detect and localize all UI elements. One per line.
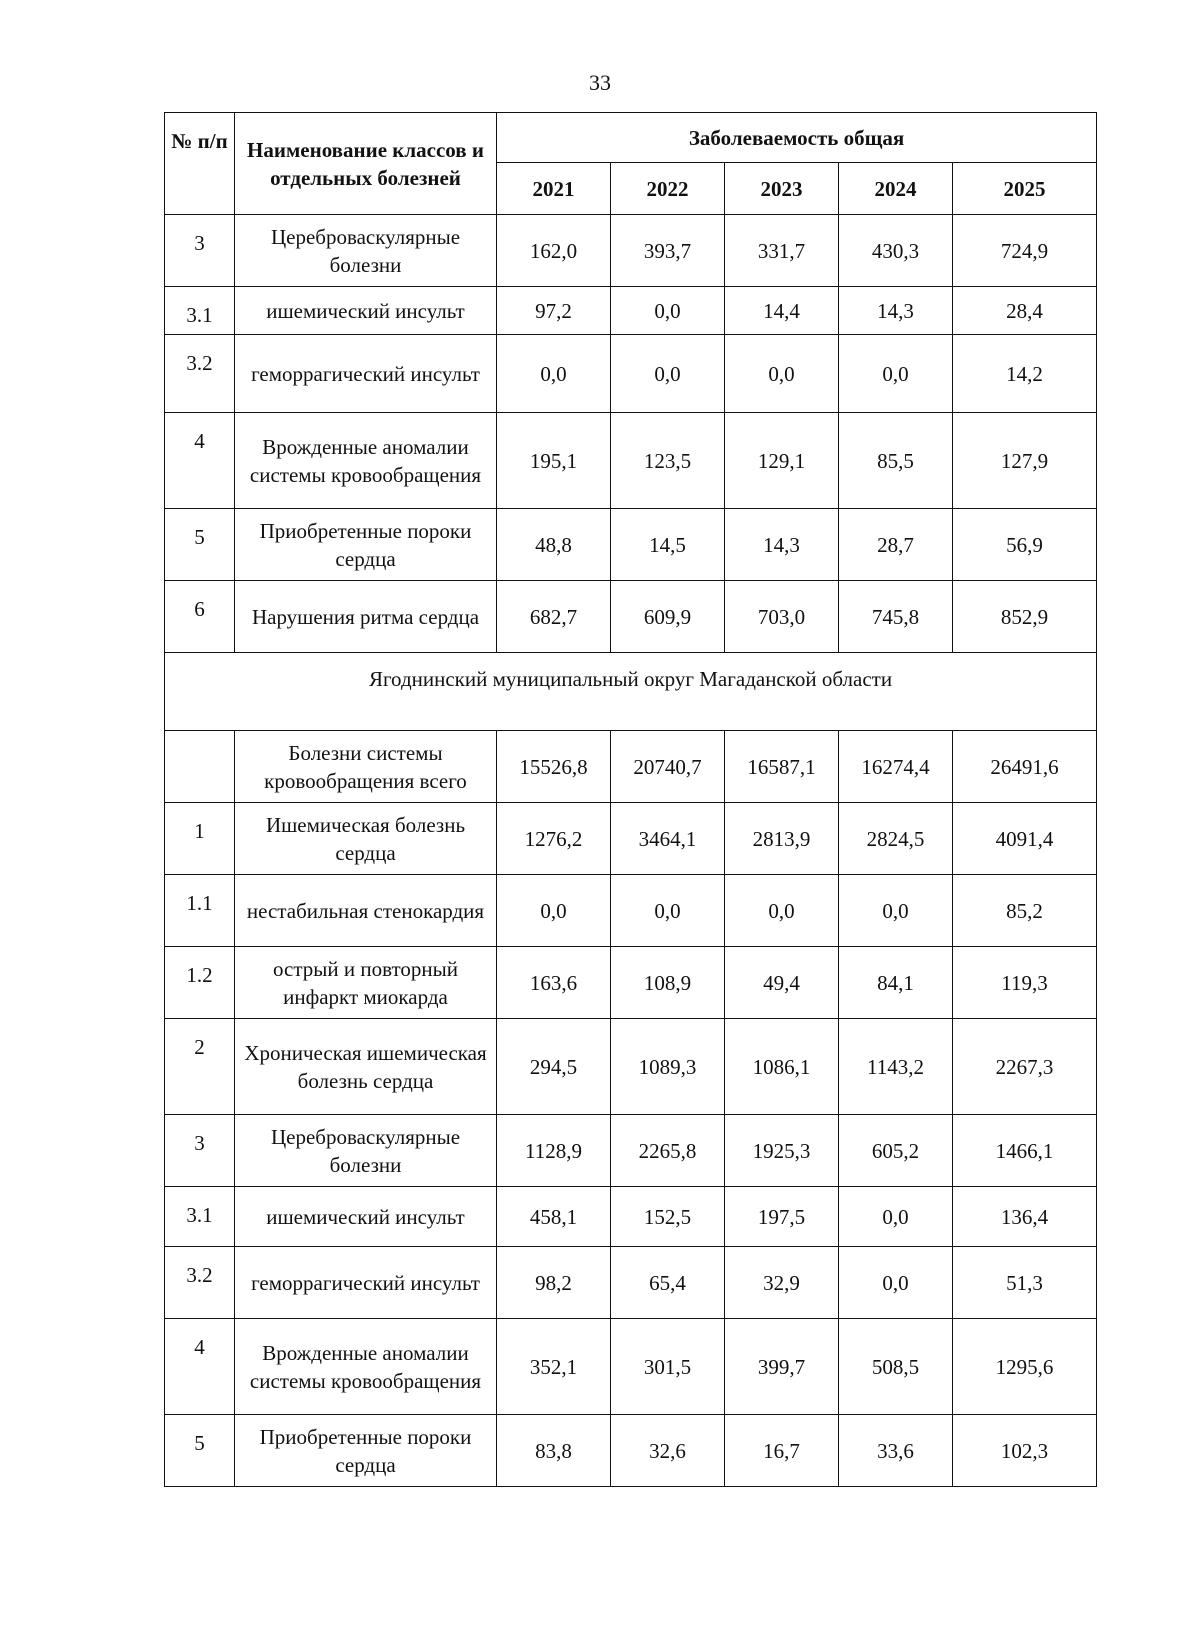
row-number: 3.1 <box>165 287 235 335</box>
value-cell: 0,0 <box>839 875 953 947</box>
value-cell: 16,7 <box>725 1415 839 1487</box>
value-cell: 28,7 <box>839 509 953 581</box>
table-row <box>165 287 1097 335</box>
value-cell: 724,9 <box>953 215 1097 287</box>
value-cell: 1925,3 <box>725 1115 839 1187</box>
table-row <box>165 731 1097 803</box>
row-number: 5 <box>165 509 235 581</box>
row-name: Хроническая ишемическая болезнь сердца <box>235 1019 497 1115</box>
table-body-top <box>165 215 1097 653</box>
value-cell: 119,3 <box>953 947 1097 1019</box>
row-name: нестабильная стенокардия <box>235 875 497 947</box>
section-row-group <box>165 653 1097 731</box>
value-cell: 16587,1 <box>725 731 839 803</box>
value-cell: 14,2 <box>953 335 1097 413</box>
value-cell: 32,6 <box>611 1415 725 1487</box>
row-name: Болезни системы кровообращения всего <box>235 731 497 803</box>
row-name: Приобретенные пороки сердца <box>235 509 497 581</box>
value-cell: 508,5 <box>839 1319 953 1415</box>
header-year: 2025 <box>953 163 1097 215</box>
row-name: ишемический инсульт <box>235 287 497 335</box>
value-cell: 56,9 <box>953 509 1097 581</box>
row-name: Цереброваскулярные болезни <box>235 215 497 287</box>
section-title: Ягоднинский муниципальный округ Магаданской области <box>165 653 1097 731</box>
table-row <box>165 1415 1097 1487</box>
row-name: Врожденные аномалии системы кровообращения <box>235 1319 497 1415</box>
row-name: геморрагический инсульт <box>235 1247 497 1319</box>
row-name: Приобретенные пороки сердца <box>235 1415 497 1487</box>
value-cell: 14,5 <box>611 509 725 581</box>
value-cell: 0,0 <box>497 335 611 413</box>
value-cell: 197,5 <box>725 1187 839 1247</box>
table-row <box>165 1115 1097 1187</box>
value-cell: 84,1 <box>839 947 953 1019</box>
value-cell: 14,3 <box>839 287 953 335</box>
header-name: Наименование классов и отдельных болезней <box>235 113 497 215</box>
value-cell: 2267,3 <box>953 1019 1097 1115</box>
value-cell: 15526,8 <box>497 731 611 803</box>
value-cell: 703,0 <box>725 581 839 653</box>
row-number: 3 <box>165 215 235 287</box>
table-row <box>165 413 1097 509</box>
header-num: № п/п <box>165 113 235 215</box>
row-name: Нарушения ритма сердца <box>235 581 497 653</box>
value-cell: 83,8 <box>497 1415 611 1487</box>
morbidity-table <box>164 112 1097 1487</box>
page-number: 33 <box>589 70 611 95</box>
row-number: 3.1 <box>165 1187 235 1247</box>
table-row <box>165 1187 1097 1247</box>
table-row <box>165 947 1097 1019</box>
value-cell: 129,1 <box>725 413 839 509</box>
table-row <box>165 1319 1097 1415</box>
value-cell: 0,0 <box>725 875 839 947</box>
value-cell: 195,1 <box>497 413 611 509</box>
value-cell: 3464,1 <box>611 803 725 875</box>
row-name: ишемический инсульт <box>235 1187 497 1247</box>
value-cell: 0,0 <box>611 287 725 335</box>
value-cell: 2265,8 <box>611 1115 725 1187</box>
value-cell: 102,3 <box>953 1415 1097 1487</box>
value-cell: 28,4 <box>953 287 1097 335</box>
table-row <box>165 803 1097 875</box>
value-cell: 0,0 <box>611 875 725 947</box>
value-cell: 20740,7 <box>611 731 725 803</box>
table-row <box>165 1247 1097 1319</box>
table-row <box>165 1019 1097 1115</box>
value-cell: 163,6 <box>497 947 611 1019</box>
value-cell: 0,0 <box>839 335 953 413</box>
value-cell: 136,4 <box>953 1187 1097 1247</box>
value-cell: 352,1 <box>497 1319 611 1415</box>
value-cell: 1086,1 <box>725 1019 839 1115</box>
value-cell: 294,5 <box>497 1019 611 1115</box>
value-cell: 745,8 <box>839 581 953 653</box>
value-cell: 26491,6 <box>953 731 1097 803</box>
row-number: 3.2 <box>165 335 235 413</box>
value-cell: 301,5 <box>611 1319 725 1415</box>
row-name: Цереброваскулярные болезни <box>235 1115 497 1187</box>
table-row <box>165 335 1097 413</box>
value-cell: 85,2 <box>953 875 1097 947</box>
value-cell: 32,9 <box>725 1247 839 1319</box>
value-cell: 393,7 <box>611 215 725 287</box>
value-cell: 14,3 <box>725 509 839 581</box>
value-cell: 430,3 <box>839 215 953 287</box>
value-cell: 2824,5 <box>839 803 953 875</box>
header-year: 2021 <box>497 163 611 215</box>
value-cell: 1089,3 <box>611 1019 725 1115</box>
row-number: 1.1 <box>165 875 235 947</box>
row-number: 5 <box>165 1415 235 1487</box>
table-row <box>165 509 1097 581</box>
value-cell: 16274,4 <box>839 731 953 803</box>
value-cell: 331,7 <box>725 215 839 287</box>
value-cell: 399,7 <box>725 1319 839 1415</box>
row-number: 4 <box>165 1319 235 1415</box>
row-name: Врожденные аномалии системы кровообращения <box>235 413 497 509</box>
value-cell: 98,2 <box>497 1247 611 1319</box>
value-cell: 1276,2 <box>497 803 611 875</box>
row-number: 1.2 <box>165 947 235 1019</box>
value-cell: 609,9 <box>611 581 725 653</box>
value-cell: 682,7 <box>497 581 611 653</box>
value-cell: 152,5 <box>611 1187 725 1247</box>
value-cell: 2813,9 <box>725 803 839 875</box>
row-number <box>165 731 235 803</box>
value-cell: 123,5 <box>611 413 725 509</box>
value-cell: 33,6 <box>839 1415 953 1487</box>
value-cell: 1466,1 <box>953 1115 1097 1187</box>
value-cell: 0,0 <box>497 875 611 947</box>
header-year: 2024 <box>839 163 953 215</box>
row-name: Ишемическая болезнь сердца <box>235 803 497 875</box>
value-cell: 48,8 <box>497 509 611 581</box>
header-group: Заболеваемость общая <box>497 113 1097 163</box>
row-name: острый и повторный инфаркт миокарда <box>235 947 497 1019</box>
header-year: 2023 <box>725 163 839 215</box>
value-cell: 162,0 <box>497 215 611 287</box>
value-cell: 85,5 <box>839 413 953 509</box>
value-cell: 0,0 <box>839 1247 953 1319</box>
table-row <box>165 215 1097 287</box>
value-cell: 14,4 <box>725 287 839 335</box>
value-cell: 127,9 <box>953 413 1097 509</box>
value-cell: 49,4 <box>725 947 839 1019</box>
value-cell: 97,2 <box>497 287 611 335</box>
header-year: 2022 <box>611 163 725 215</box>
row-number: 4 <box>165 413 235 509</box>
value-cell: 458,1 <box>497 1187 611 1247</box>
table-body-bottom <box>165 731 1097 1487</box>
value-cell: 852,9 <box>953 581 1097 653</box>
value-cell: 65,4 <box>611 1247 725 1319</box>
value-cell: 605,2 <box>839 1115 953 1187</box>
value-cell: 108,9 <box>611 947 725 1019</box>
value-cell: 51,3 <box>953 1247 1097 1319</box>
row-number: 3.2 <box>165 1247 235 1319</box>
row-name: геморрагический инсульт <box>235 335 497 413</box>
row-number: 6 <box>165 581 235 653</box>
value-cell: 1295,6 <box>953 1319 1097 1415</box>
value-cell: 0,0 <box>611 335 725 413</box>
value-cell: 1143,2 <box>839 1019 953 1115</box>
table-row <box>165 875 1097 947</box>
value-cell: 0,0 <box>839 1187 953 1247</box>
value-cell: 0,0 <box>725 335 839 413</box>
value-cell: 1128,9 <box>497 1115 611 1187</box>
row-number: 2 <box>165 1019 235 1115</box>
value-cell: 4091,4 <box>953 803 1097 875</box>
row-number: 1 <box>165 803 235 875</box>
table-row <box>165 581 1097 653</box>
row-number: 3 <box>165 1115 235 1187</box>
